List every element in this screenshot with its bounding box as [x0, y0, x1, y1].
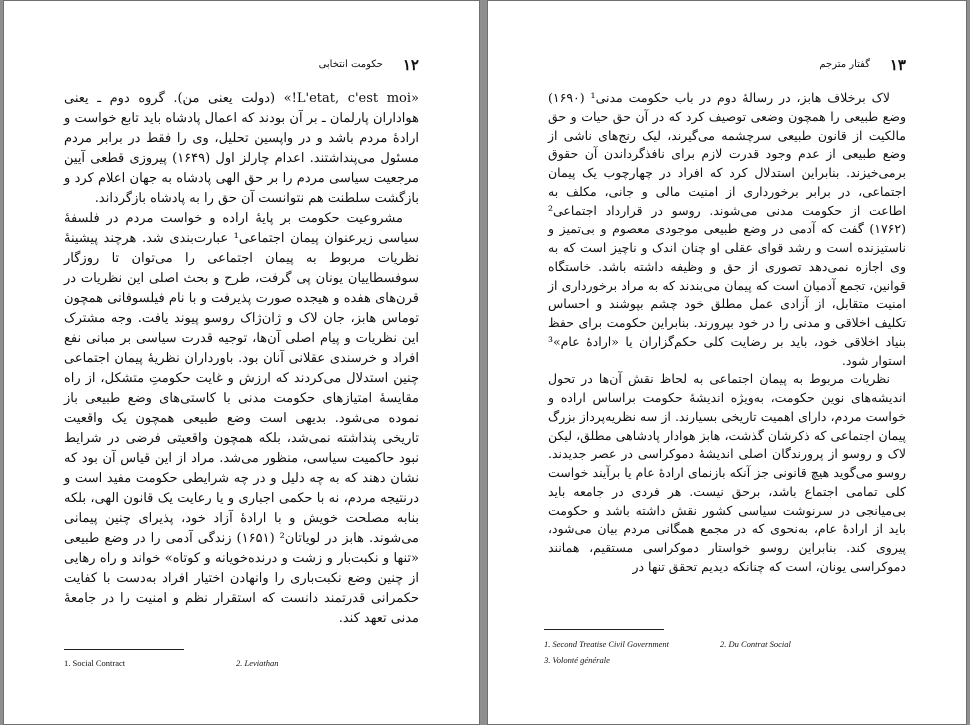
right-footnote-rule [544, 629, 664, 630]
left-page-header [64, 56, 419, 76]
right-body-text [548, 89, 906, 577]
right-paragraph-2: نظریات مربوط به پیمان اجتماعی به لحاظ نقش آن‌ها در تحول اندیشه‌های نوین حکومت، به‌ویژه اندیشهٔ حکومت براساس اراده و خواست مردم، دارای اهمیت تاریخی بسیارند. از سه نظریه‌پرداز بزرگ پیمان اجتماعی که ذکرشان گذشت، هابز هوادار پادشاهی مطلق، لیکن لاک و روسو از پرورندگان اصلی اندیشهٔ دموکراسی در عصر جدیدند. روسو می‌گوید هیچ قانونی جز آنکه بازنمای ارادهٔ عام یا برآیند خواست کلی تمامی اجتماع باشد، برحق نیست. هر فردی در جامعه باید بی‌میانجی در سرنوشت سیاسی کشور نقش داشته باشد و حکومت باید از ارادهٔ عام، به‌نحوی که در مجمع همگانی مردم بیان می‌شود، پیروی کند. بنابراین روسو خواستار دموکراسی مستقیم، همانند دموکراسی یونان، است که چنانکه دیدیم تحقق تنها در [548, 371, 906, 574]
left-running-title: حکومت انتخابی [318, 59, 383, 70]
left-footnote-1: 1. Social Contract [64, 658, 126, 668]
left-footnote-2: 2. Leviathan [236, 658, 279, 668]
right-running-title: گفتار مترجم [819, 59, 870, 70]
right-page [487, 0, 967, 725]
left-footnote-rule [64, 649, 184, 650]
right-page-header [548, 56, 906, 76]
left-paragraph-2: مشروعیت حکومت بر پایهٔ اراده و خواست مردم در فلسفهٔ سیاسی زیرعنوان پیمان اجتماعی¹ عبارت‌بندی شد. هرچند پیشینهٔ نظریات مربوط به پیمان اجتماعی را می‌توان تا روزگار سوفسطاییان یونان پی گرفت، طرح و بحث اصلی این نظریات در قرن‌های هفده و هیجده صورت پذیرفت و با نام فیلسوفانی همچون توماس هابز، جان لاک و ژان‌ژاک روسو پیوند یافت. وجه مشترک این نظریات و پیام اصلی آن‌ها، توجیه قدرت سیاسی بر مبانی نفع افراد و خرسندی عقلانی آنان بود. باورداران نظریهٔ پیمان اجتماعی چنین استدلال می‌کردند که ارزش و غایت حکومتِ متشکل، از راه مقایسهٔ امتیازهای حکومت مدنی با کاستی‌های وضع طبیعی باز نموده می‌شود. بدیهی است وضع طبیعی همچون یک واقعیت تاریخی پنداشته نمی‌شد، بلکه همچون واقعیتی فرضی در شرایط نبود حاکمیت سیاسی، منظور می‌شد. مراد از این قیاس آن بود که نشان دهند که به چه دلیل و در چه شرایطی حکومت مفید است و درنتیجه مردم، نه با حکمی اجباری و یا رعایت یک قانون الهی، بلکه بنابه مصلحت خویش و با ارادهٔ آزاد خود، پذیرای چنین پیمانی می‌شوند. هابز در لویاتان² (۱۶۵۱) زندگی آدمی را در وضع طبیعی «تنها و نکبت‌بار و زشت و درنده‌خویانه و کوتاه» خواند و راه رهایی از چنین وضع نکبت‌باری را وانهادن اختیار افراد به‌دست با کفایت حکمرانی قدرتمند دانست که استقرار نظم و امنیت را در جامعهٔ مدنی تعهد کند. [64, 211, 419, 626]
right-footnote-1: 1. Second Treatise Civil Government [544, 639, 670, 649]
left-page [3, 0, 480, 725]
right-footnote-2: 2. Du Contrat Social [720, 639, 791, 649]
right-page-number: ۱۳ [889, 56, 906, 74]
right-footnote-3: 3. Volonté générale [544, 655, 610, 665]
left-paragraph-1: «L'etat, c'est moi!» (دولت یعنی من). گروه دوم ـ یعنی هواداران پارلمان ـ بر آن بودند که اعمال پادشاه باید تابع خواست و ارادهٔ مردم باشد و در واپسین تحلیل، وی را فقط در برابر مردم مسئول می‌پنداشتند. اعدام چارلز اول (۱۶۴۹) پیروزی قطعی آیین مرجعیت سیاسی مردم را بر حق الهی پادشاه به جهان اعلام کرد و بازگشت سلطنت هم نتوانست آن حق را به پادشاه بازگرداند. [64, 91, 419, 206]
right-paragraph-1: لاک برخلاف هابز، در رسالهٔ دوم در باب حکومت مدنی¹ (۱۶۹۰) وضع طبیعی را همچون وضعی توصیف کرد که در آن حق حیات و حق مالکیت از قانون طبیعی سرچشمه می‌گیرند، لیک رنج‌های ناشی از وضع طبیعی از عدم وجود قدرت لازم برای نافذگرداندن آن حقوق برمی‌خیزند. بنابراین استدلال کرد که افراد در چهارچوب یک پیمان اجتماعی، در برابر برخورداری از امنیت مالی و جانی، مکلف به اطاعت از حکومت مدنی می‌شوند. روسو در قرارداد اجتماعی² (۱۷۶۲) گفت که آدمی در وضع طبیعی موجودی معصوم و بی‌تمیز و ناستیزنده است و رشد قوای عقلی او چنان اندک و ناچیز است که به وی اجازه نمی‌دهد تصوری از حق و وظیفه داشته باشد. خاستگاه قوانین، تجمع آدمیان است که پیمان می‌بندند که به مراد برخورداری از امنیت متقابل، از آزادی عمل مطلق خود چشم بپوشند و احساس تکلیف اخلاقی و مدنی را در خود بپرورند. بنابراین حکومت برای حفظ بنیاد اخلاقی خود، باید بر رضایت کلی حکم‌گزاران یا «ارادهٔ عام»³ استوار شود. [548, 90, 906, 368]
left-body-text [64, 89, 419, 629]
left-page-number: ۱۲ [402, 56, 419, 74]
